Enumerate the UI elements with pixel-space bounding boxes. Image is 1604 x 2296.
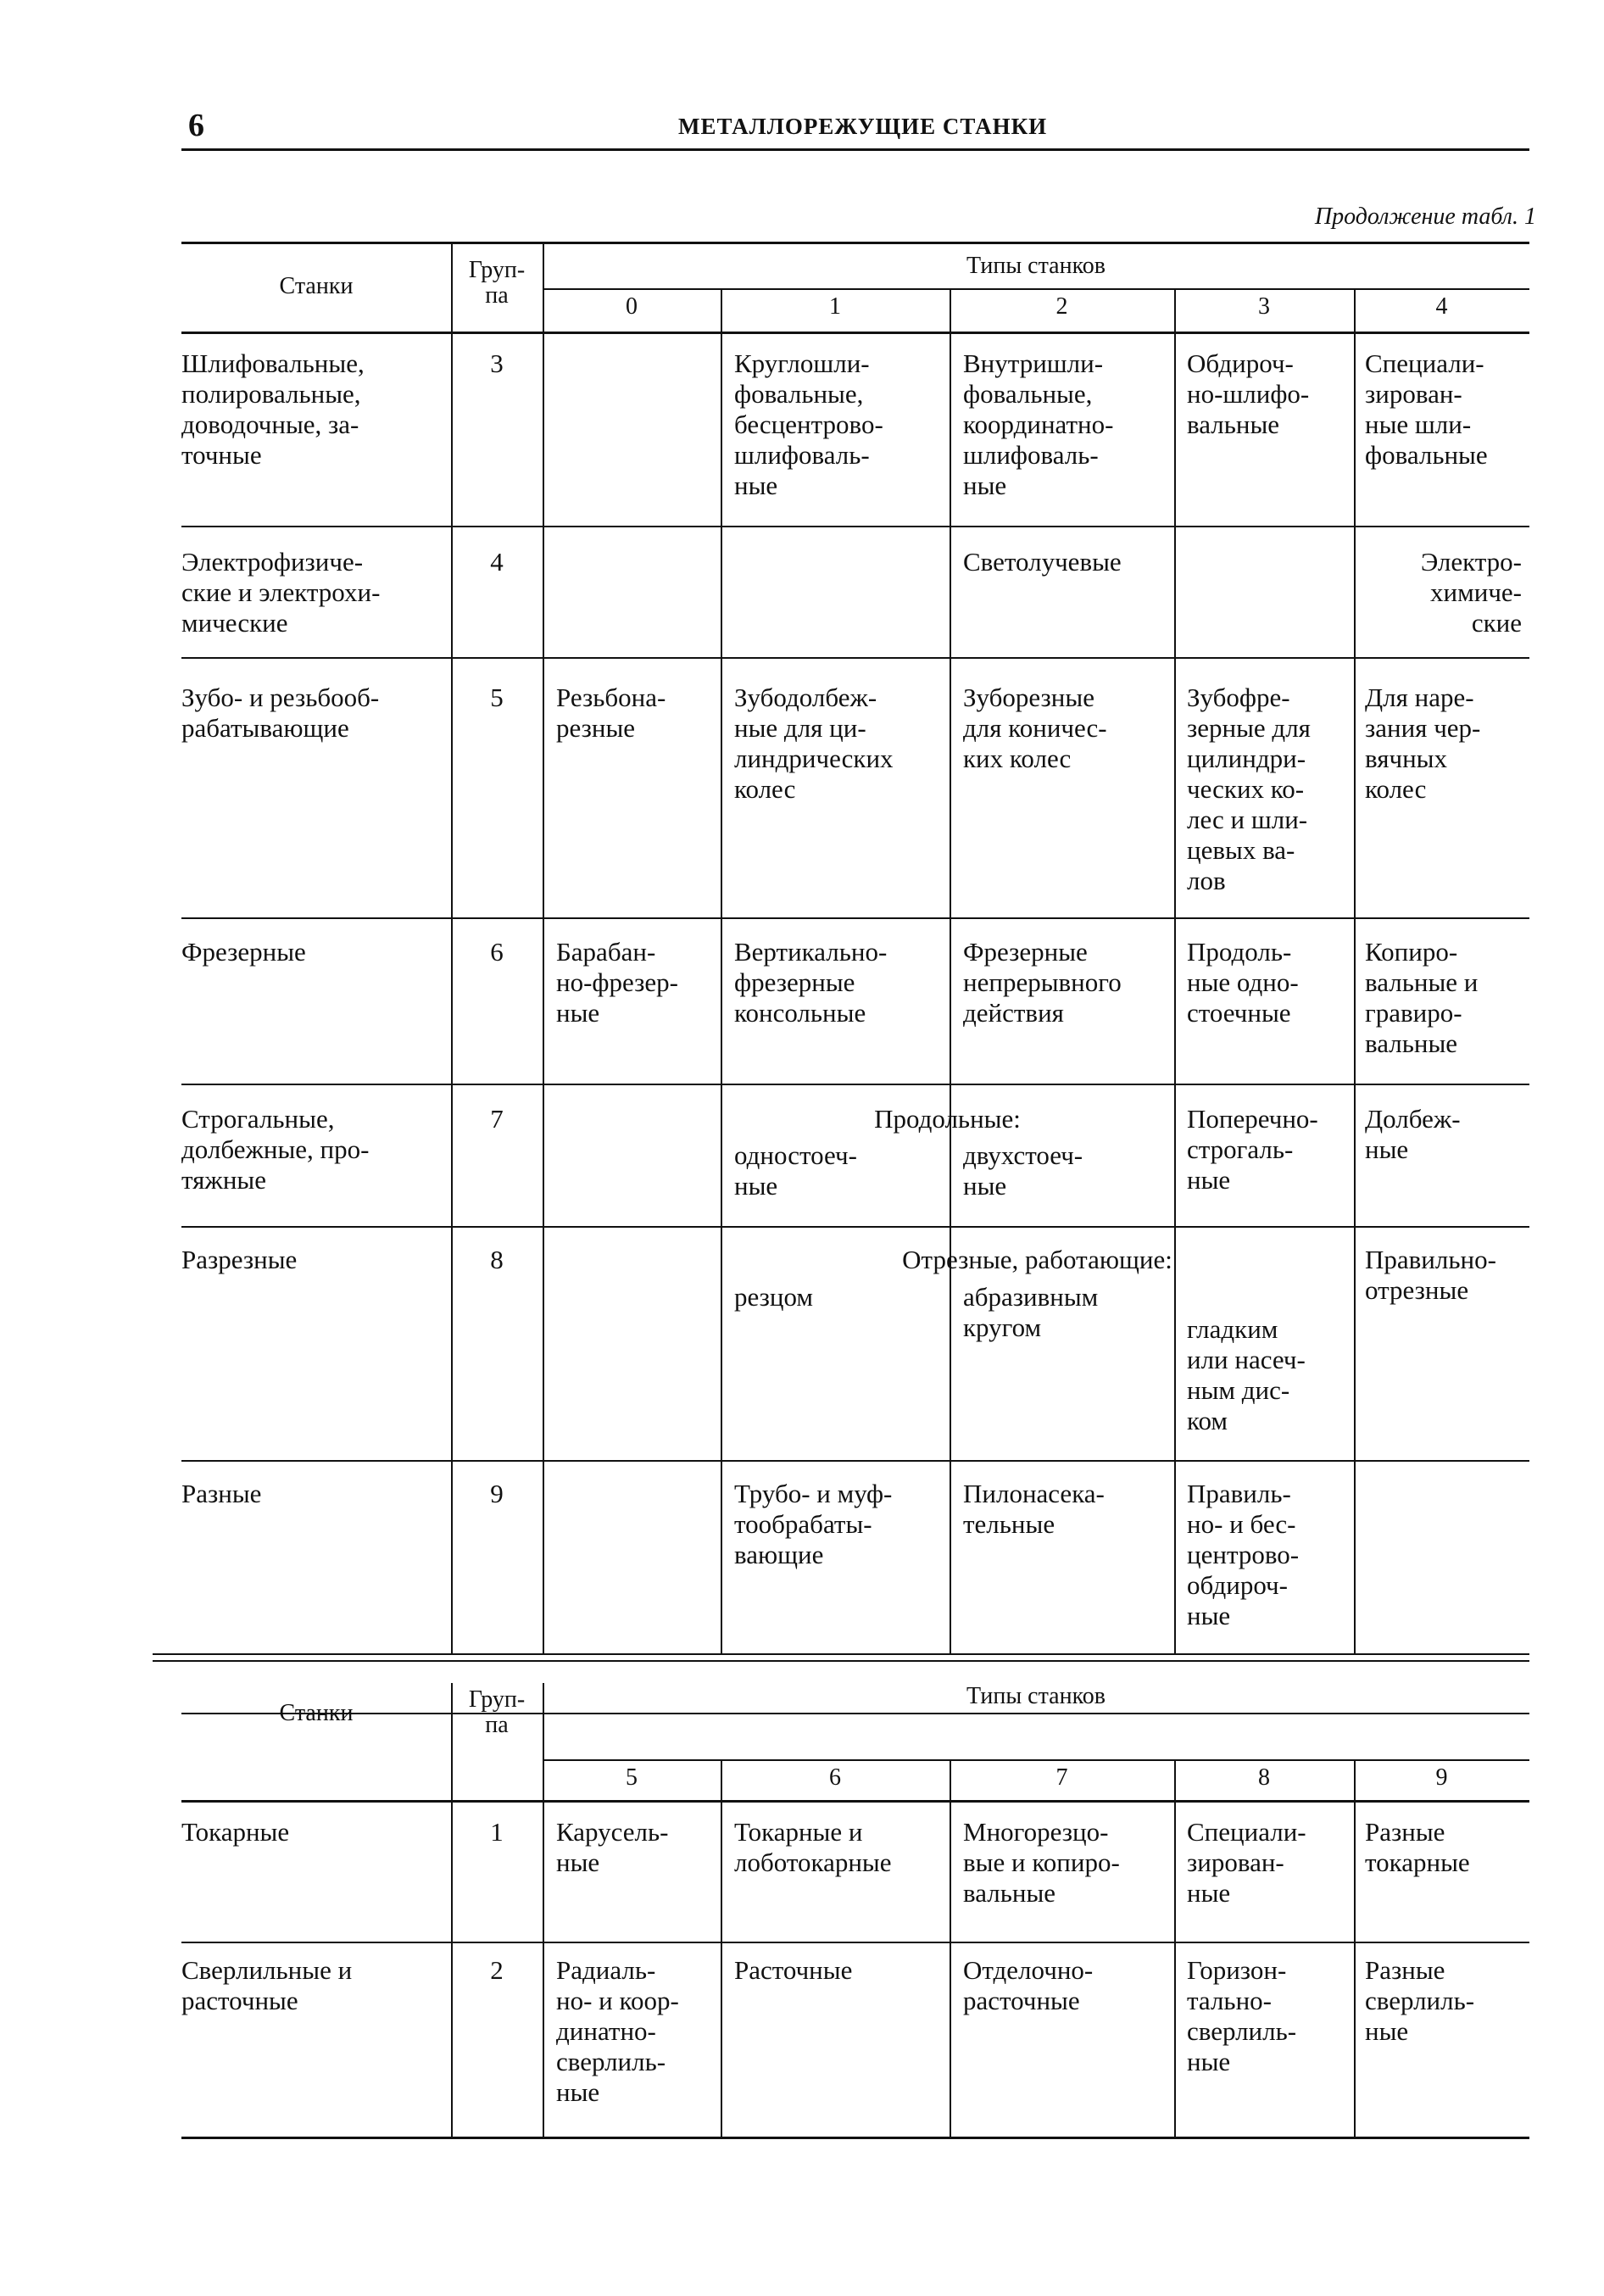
type-cell: Долбеж- ные <box>1365 1104 1461 1164</box>
type-cell: Обдироч- но-шлифо- вальные <box>1187 348 1310 439</box>
rule <box>181 917 1529 919</box>
type-cell: Поперечно- строгаль- ные <box>1187 1104 1318 1195</box>
rule <box>181 332 1529 334</box>
row-group: 6 <box>490 937 504 967</box>
rule <box>181 1084 1529 1085</box>
header-types: Типы станков <box>966 253 1106 279</box>
type-number: 0 <box>626 293 638 320</box>
row-name: Сверлильные и расточные <box>181 1955 353 2015</box>
type-cell: Токарные и лоботокарные <box>734 1817 892 1877</box>
row-name: Разные <box>181 1479 262 1508</box>
type-cell: Резьбона- резные <box>556 683 666 743</box>
page-title: МЕТАЛЛОРЕЖУЩИЕ СТАНКИ <box>678 114 1048 139</box>
rule <box>950 1759 951 2137</box>
row-name: Токарные <box>181 1817 290 1847</box>
header-rule <box>181 148 1529 151</box>
rule <box>950 288 951 1653</box>
type-cell: Пилонасека- тельные <box>963 1479 1105 1539</box>
row-group: 8 <box>490 1245 504 1274</box>
type-cell: Светолучевые <box>963 547 1122 577</box>
type-cell: Расточные <box>734 1955 853 1985</box>
type-cell: Разные токарные <box>1365 1817 1470 1877</box>
table-continuation-note: Продолжение табл. 1 <box>1314 203 1536 230</box>
type-cell: Правильно- отрезные <box>1365 1245 1496 1305</box>
row-group: 9 <box>490 1479 504 1508</box>
type-cell: Зуборезные для коничес- ких колес <box>963 683 1107 773</box>
rule <box>181 1226 1529 1228</box>
rule <box>1354 288 1356 1653</box>
rule <box>181 657 1529 659</box>
header-types: Типы станков <box>966 1683 1106 1709</box>
type-cell: Копиро- вальные и гравиро- вальные <box>1365 937 1479 1058</box>
type-number: 9 <box>1435 1764 1448 1791</box>
type-cell: Зубофре- зерные для цилиндри- ческих ко- лес и шли- цевых ва- лов <box>1187 683 1311 895</box>
rule <box>181 526 1529 527</box>
type-number: 2 <box>1055 293 1068 320</box>
row-name: Фрезерные <box>181 937 306 967</box>
rule <box>181 1800 1529 1803</box>
type-cell: Вертикально- фрезерные консольные <box>734 937 888 1028</box>
row-name: Разрезные <box>181 1245 298 1274</box>
rule <box>543 1683 544 2137</box>
type-cell: Отделочно- расточные <box>963 1955 1094 2015</box>
page-number: 6 <box>188 108 204 143</box>
type-number: 6 <box>829 1764 841 1791</box>
type-cell: Горизон- тально- сверлиль- ные <box>1187 1955 1297 2076</box>
type-cell: Для наре- зания чер- вячных колес <box>1365 683 1481 804</box>
rule <box>153 1653 1529 1655</box>
rule <box>721 288 722 1653</box>
header-machines: Станки <box>279 1700 354 1726</box>
type-number: 3 <box>1258 293 1270 320</box>
type-cell: Трубо- и муф- тообрабаты- вающие <box>734 1479 893 1569</box>
header-group: Груп- па <box>468 257 526 309</box>
rule <box>181 1460 1529 1462</box>
type-cell: Круглошли- фовальные, бесцентрово- шлифоваль- ные <box>734 348 883 500</box>
row-name: Зубо- и резьбооб- рабатывающие <box>181 683 380 743</box>
row-group: 7 <box>490 1104 504 1134</box>
type-cell: Зубодолбеж- ные для ци- линдрических колес <box>734 683 894 804</box>
header-machines: Станки <box>279 273 354 299</box>
rule <box>181 242 1529 244</box>
rule <box>153 1660 1529 1662</box>
row-group: 2 <box>490 1955 504 1985</box>
type-cell: резцом <box>734 1282 813 1312</box>
type-number: 5 <box>626 1764 638 1791</box>
type-cell: Электро- химиче- ские <box>1420 547 1522 638</box>
rule <box>543 288 1529 290</box>
type-cell: Барабан- но-фрезер- ные <box>556 937 678 1028</box>
type-cell: гладким или насеч- ным дис- ком <box>1187 1314 1306 1435</box>
rule <box>181 1942 1529 1943</box>
type-cell: Радиаль- но- и коор- динатно- сверлиль- ные <box>556 1955 679 2107</box>
type-cell: Карусель- ные <box>556 1817 669 1877</box>
type-cell: Разные сверлиль- ные <box>1365 1955 1475 2046</box>
type-number: 1 <box>829 293 841 320</box>
type-number: 4 <box>1435 293 1448 320</box>
type-cell: двухстоеч- ные <box>963 1140 1083 1201</box>
rule <box>1354 1759 1356 2137</box>
type-cell: Внутришли- фовальные, координатно- шлифоваль- ные <box>963 348 1114 500</box>
type-cell: одностоеч- ные <box>734 1140 857 1201</box>
header-group: Груп- па <box>468 1686 526 1738</box>
type-cell: Фрезерные непрерывного действия <box>963 937 1122 1028</box>
type-number: 8 <box>1258 1764 1270 1791</box>
rule <box>181 2137 1529 2139</box>
span-label: Отрезные, работающие: <box>902 1245 1172 1274</box>
rule <box>1174 1759 1176 2137</box>
type-cell: Правиль- но- и бес- центрово- обдироч- ные <box>1187 1479 1300 1630</box>
type-number: 7 <box>1055 1764 1068 1791</box>
row-name: Шлифовальные, полировальные, доводочные, за- точные <box>181 348 365 470</box>
type-cell: Многорезцо- вые и копиро- вальные <box>963 1817 1120 1908</box>
row-name: Электрофизиче- ские и электрохи- мические <box>181 547 381 638</box>
row-group: 1 <box>490 1817 504 1847</box>
span-label: Продольные: <box>874 1104 1021 1134</box>
rule <box>451 1683 453 2137</box>
rule <box>721 1759 722 2137</box>
row-group: 5 <box>490 683 504 712</box>
rule <box>543 1759 1529 1761</box>
type-cell: Специали- зирован- ные шли- фовальные <box>1365 348 1488 470</box>
row-name: Строгальные, долбежные, про- тяжные <box>181 1104 370 1195</box>
type-cell: абразивным кругом <box>963 1282 1099 1342</box>
rule <box>1174 288 1176 1653</box>
row-group: 3 <box>490 348 504 378</box>
row-group: 4 <box>490 547 504 577</box>
type-cell: Специали- зирован- ные <box>1187 1817 1306 1908</box>
type-cell: Продоль- ные одно- стоечные <box>1187 937 1299 1028</box>
rule <box>543 242 544 1653</box>
